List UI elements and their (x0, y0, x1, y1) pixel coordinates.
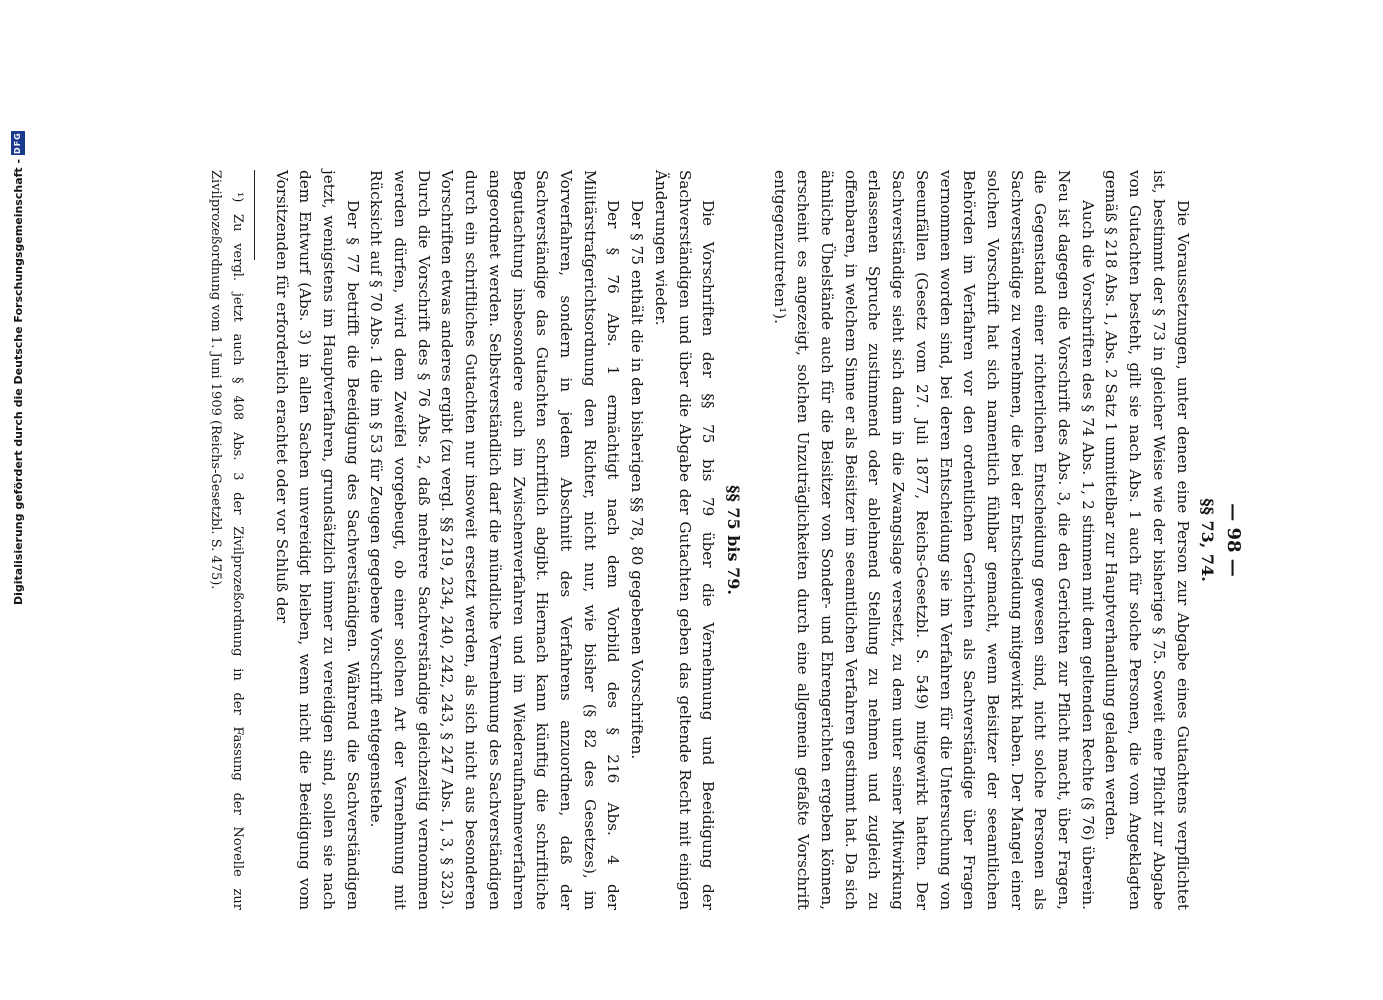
page-number: — 98 — (1223, 503, 1244, 577)
paragraph: Die Voraussetzungen, unter denen eine Person zur Abgabe eines Gutachtens verpflichtet ist, bestimmt der § 73 in gleicher Weise wie der bisherige § 75. Soweit eine Pflicht zur Abgabe von Gutachten besteht, gilt sie nach Abs. 1 auch für solche Personen, die vom Angeklagten gemäß § 218 Abs. 1, Abs. 2 Satz 1 unmittelbar zur Hauptverhandlung geladen werden. (1102, 170, 1192, 910)
digitization-credit (10, 132, 26, 605)
footnote-divider (254, 170, 255, 260)
paragraph: Der § 75 enthält die in den bisherigen §§ 78, 80 gegebenen Vorschriften. (628, 200, 647, 760)
section-heading-75-79: §§ 75 bis 79. (723, 485, 743, 595)
section-heading-73-74: §§ 73, 74. (1198, 498, 1218, 582)
paragraph: Der § 77 betrifft die Beeidigung des Sachverständigen. Während die Sachverständigen jetzt, wenigstens im Hauptverfahren, grundsätzlich immer zu vereidigen sind, sollen sie nach dem Entwurf (Abs. 3) in allen Sachen unvereidigt bleiben, wenn nicht die Beeidigung vom Vorsitzenden für erforderlich erachtet oder vor Schluß der (272, 170, 362, 910)
document-page (120, 170, 1245, 910)
paragraph: Auch die Vorschriften des § 74 Abs. 1, 2 stimmen mit dem geltenden Rechte (§ 76) überein. Neu ist dagegen die Vorschrift des Abs. 3, die den Gerichten zur Pflicht macht, über Fragen, die Gegenstand einer richterlichen Entscheidung gewesen sind, nicht solche Personen als Sachverständige zu vernehmen, die bei der Entscheidung mitgewirkt haben. Der Mangel einer solchen Vorschrift hat sich namentlich fühlbar gemacht, wenn Beisitzer der seeamtlichen Behörden im Verfahren vor den ordentlichen Gerichten als Sachverständige über Fragen vernommen worden sind, bei deren Entscheidung sie im Verfahren für die Untersuchung von Seeunfällen (Gesetz vom 27. Juli 1877, Reichs-Gesetzbl. S. 549) mitgewirkt hatten. Der Sachverständige sieht sich dann in die Zwangslage versetzt, zu dem unter seiner Mitwirkung erlassenen Spruche zustimmend oder ablehnend Stellung zu nehmen und zugleich zu offenbaren, in welchem Sinne er als Beisitzer im seeamtlichen Verfahren gestimmt hat. Da sich ähnliche Übelstände auch für die Beisitzer von Sonder- und Ehrengerichten ergeben können, erscheint es angezeigt, solchen Unzuträglichkeiten durch eine allgemein gefaßte Vorschrift entgegenzutreten¹). (770, 170, 1097, 910)
paragraph: Der § 76 Abs. 1 ermächtigt nach dem Vorbild des § 216 Abs. 4 der Militärstrafgerichtsordnung den Richter, nicht nur, wie bisher (§ 82 des Gesetzes), im Vorverfahren, sondern in jedem Abschnitt des Verfahrens anzuordnen, daß der Sachverständige das Gutachten schriftlich abgibt. Hiernach kann künftig die schriftliche Begutachtung insbesondere auch im Zwischenverfahren und im Wiederaufnahmeverfahren angeordnet werden. Selbstverständlich darf die mündliche Vernehmung des Sachverständigen durch ein schriftliches Gutachten nur insoweit ersetzt werden, als sich nicht aus besonderen Vorschriften etwas anderes ergibt (zu vergl. §§ 219, 234, 240, 242, 243, § 247 Abs. 1, 3, § 323). Durch die Vorschrift des § 76 Abs. 2, daß mehrere Sachverständige gleichzeitig vernommen werden dürfen, wird dem Zweifel vorgebeugt, ob einer solchen Art der Vernehmung mit Rücksicht auf § 70 Abs. 1 die im § 53 für Zeugen gegebene Vorschrift entgegenstehe. (367, 170, 623, 910)
dfg-logo-icon: DFG (11, 131, 25, 155)
credit-text: Digitalisierung gefördert durch die Deutsche Forschungsgemeinschaft - (11, 158, 25, 605)
paragraph: Die Vorschriften der §§ 75 bis 79 über die Vernehmung und Beeidigung der Sachverständigen und über die Abgabe der Gutachten geben das geltende Recht mit einigen Änderungen wieder. (651, 170, 718, 910)
footnote: ¹) Zu vergl. jetzt auch § 408 Abs. 3 der Zivilprozeßordnung in der Fassung der Novelle zur Zivilprozeßordnung vom 1. Juni 1909 (Reichs-Gesetzbl. S. 475). (207, 170, 245, 910)
